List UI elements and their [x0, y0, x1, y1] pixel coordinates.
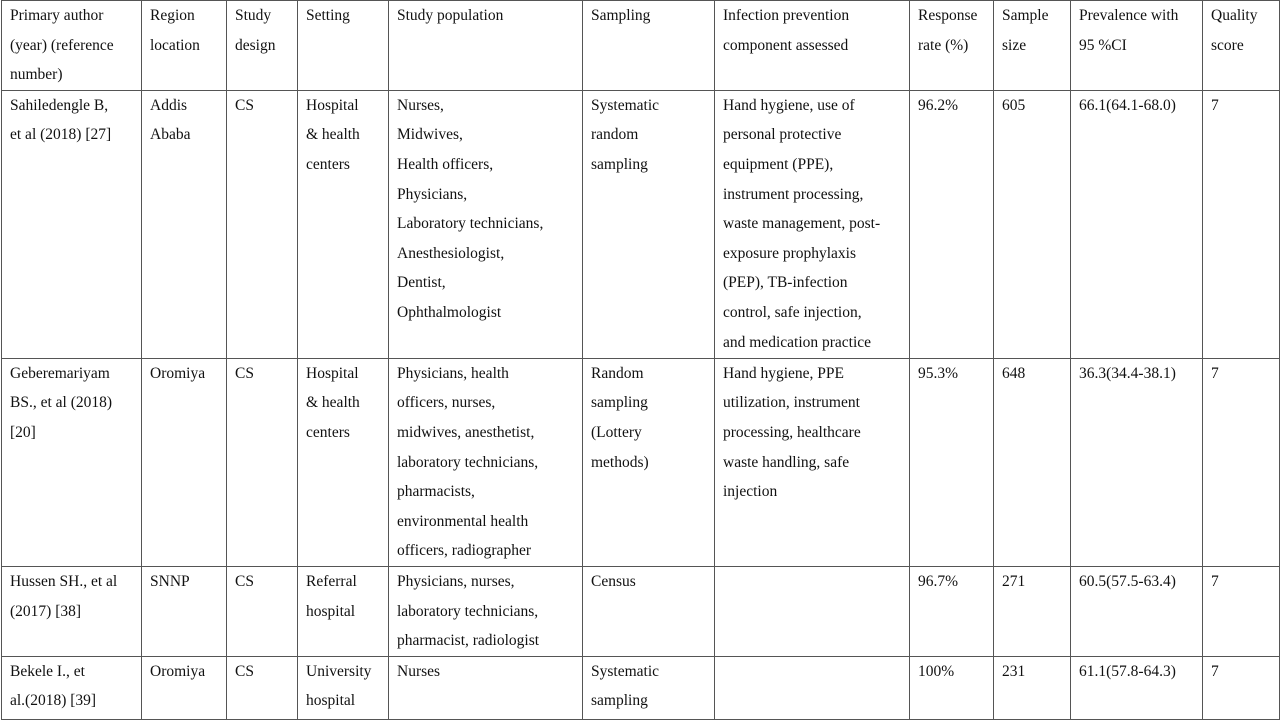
cell-sample-size: 648 — [1002, 364, 1026, 382]
header-cell — [389, 1, 583, 91]
cell-sample-size: 605 — [1002, 96, 1026, 114]
header-cell — [142, 1, 227, 91]
cell-author: Bekele I., et al.(2018) [39] — [10, 662, 97, 710]
header-row — [2, 1, 1280, 91]
table-cell — [1071, 656, 1203, 719]
cell-quality: 7 — [1211, 662, 1219, 680]
cell-author: Hussen SH., et al (2017) [38] — [10, 572, 118, 620]
table-cell — [142, 566, 227, 656]
table-cell — [1071, 566, 1203, 656]
cell-component: Hand hygiene, use of personal protective equipment (PPE), instrument processing, waste management, post- exposure prophylaxis (PEP), TB-infection control, safe injection, and medication practice — [723, 96, 881, 351]
table-cell — [715, 566, 910, 656]
table-cell — [910, 656, 994, 719]
header-sampling: Sampling — [591, 7, 651, 24]
header-cell — [1203, 1, 1280, 91]
header-cell — [227, 1, 298, 91]
studies-table — [1, 0, 1280, 720]
cell-author: Geberemariyam BS., et al (2018) [20] — [10, 364, 113, 441]
cell-design: CS — [235, 364, 254, 382]
cell-sampling: Census — [591, 572, 636, 590]
cell-prevalence: 66.1(64.1-68.0) — [1079, 96, 1176, 114]
header-cell — [298, 1, 389, 91]
header-cell — [2, 1, 142, 91]
table-cell — [715, 90, 910, 358]
table-cell — [2, 358, 142, 566]
table-cell — [389, 656, 583, 719]
header-cell — [994, 1, 1071, 91]
cell-sample-size: 231 — [1002, 662, 1026, 680]
cell-design: CS — [235, 662, 254, 680]
table-cell — [298, 566, 389, 656]
table-cell — [2, 656, 142, 719]
table-cell — [910, 566, 994, 656]
table-cell — [715, 656, 910, 719]
cell-prevalence: 36.3(34.4-38.1) — [1079, 364, 1176, 382]
table-cell — [389, 358, 583, 566]
table-cell — [1203, 358, 1280, 566]
cell-population: Physicians, health officers, nurses, midwives, anesthetist, laboratory technicians, pharmacists, environmental health officers, radiographer — [397, 364, 539, 560]
table-row — [2, 656, 1280, 719]
cell-setting: Referral hospital — [306, 572, 357, 620]
header-author: Primary author (year) (reference number) — [10, 7, 114, 84]
cell-region: Oromiya — [150, 364, 206, 382]
header-cell — [715, 1, 910, 91]
header-response-rate: Response rate (%) — [918, 7, 978, 54]
table-cell — [583, 358, 715, 566]
cell-response-rate: 100% — [918, 662, 955, 680]
table-cell — [583, 90, 715, 358]
table-cell — [910, 90, 994, 358]
table-row — [2, 358, 1280, 566]
cell-response-rate: 95.3% — [918, 364, 959, 382]
cell-population: Nurses — [397, 662, 441, 680]
cell-region: SNNP — [150, 572, 190, 590]
table-cell — [389, 566, 583, 656]
cell-sample-size: 271 — [1002, 572, 1026, 590]
table-cell — [227, 358, 298, 566]
table-cell — [142, 656, 227, 719]
table-cell — [227, 656, 298, 719]
header-cell — [910, 1, 994, 91]
table-cell — [389, 90, 583, 358]
cell-component: Hand hygiene, PPE utilization, instrument processing, healthcare waste handling, safe injection — [723, 364, 861, 501]
cell-region: Oromiya — [150, 662, 206, 680]
header-design: Study design — [235, 7, 276, 54]
header-cell — [1071, 1, 1203, 91]
cell-quality: 7 — [1211, 96, 1219, 114]
header-region: Region location — [150, 7, 200, 54]
table-cell — [910, 358, 994, 566]
table-cell — [715, 358, 910, 566]
table-cell — [2, 90, 142, 358]
table-cell — [1203, 566, 1280, 656]
table-row — [2, 566, 1280, 656]
table-cell — [583, 656, 715, 719]
cell-quality: 7 — [1211, 364, 1219, 382]
table-cell — [298, 656, 389, 719]
header-prevalence: Prevalence with 95 %CI — [1079, 7, 1179, 54]
cell-setting: University hospital — [306, 662, 372, 710]
table-cell — [1203, 90, 1280, 358]
cell-response-rate: 96.2% — [918, 96, 959, 114]
cell-prevalence: 60.5(57.5-63.4) — [1079, 572, 1176, 590]
table-cell — [994, 566, 1071, 656]
cell-prevalence: 61.1(57.8-64.3) — [1079, 662, 1176, 680]
cell-population: Nurses, Midwives, Health officers, Physicians, Laboratory technicians, Anesthesiologist, Dentist, Ophthalmologist — [397, 96, 544, 321]
table-cell — [583, 566, 715, 656]
cell-sampling: Random sampling (Lottery methods) — [591, 364, 649, 471]
table-cell — [298, 90, 389, 358]
table-cell — [994, 656, 1071, 719]
table-cell — [1071, 90, 1203, 358]
table-cell — [142, 90, 227, 358]
table-cell — [994, 90, 1071, 358]
cell-response-rate: 96.7% — [918, 572, 959, 590]
cell-population: Physicians, nurses, laboratory technicians, pharmacist, radiologist — [397, 572, 540, 650]
cell-sampling: Systematic sampling — [591, 662, 660, 710]
header-component: Infection prevention component assessed — [723, 7, 850, 54]
header-cell — [583, 1, 715, 91]
header-quality: Quality score — [1211, 7, 1258, 54]
cell-setting: Hospital & health centers — [306, 364, 360, 441]
cell-sampling: Systematic random sampling — [591, 96, 660, 173]
cell-author: Sahiledengle B, et al (2018) [27] — [10, 96, 112, 144]
table-cell — [1203, 656, 1280, 719]
header-sample-size: Sample size — [1002, 7, 1049, 54]
table-cell — [227, 90, 298, 358]
cell-quality: 7 — [1211, 572, 1219, 590]
table-cell — [994, 358, 1071, 566]
cell-region: Addis Ababa — [150, 96, 191, 144]
table-row — [2, 90, 1280, 358]
header-population: Study population — [397, 7, 504, 24]
table-cell — [227, 566, 298, 656]
table-cell — [2, 566, 142, 656]
cell-setting: Hospital & health centers — [306, 96, 360, 173]
cell-design: CS — [235, 572, 254, 590]
table-cell — [298, 358, 389, 566]
header-setting: Setting — [306, 7, 350, 24]
table-cell — [1071, 358, 1203, 566]
table-cell — [142, 358, 227, 566]
cell-design: CS — [235, 96, 254, 114]
